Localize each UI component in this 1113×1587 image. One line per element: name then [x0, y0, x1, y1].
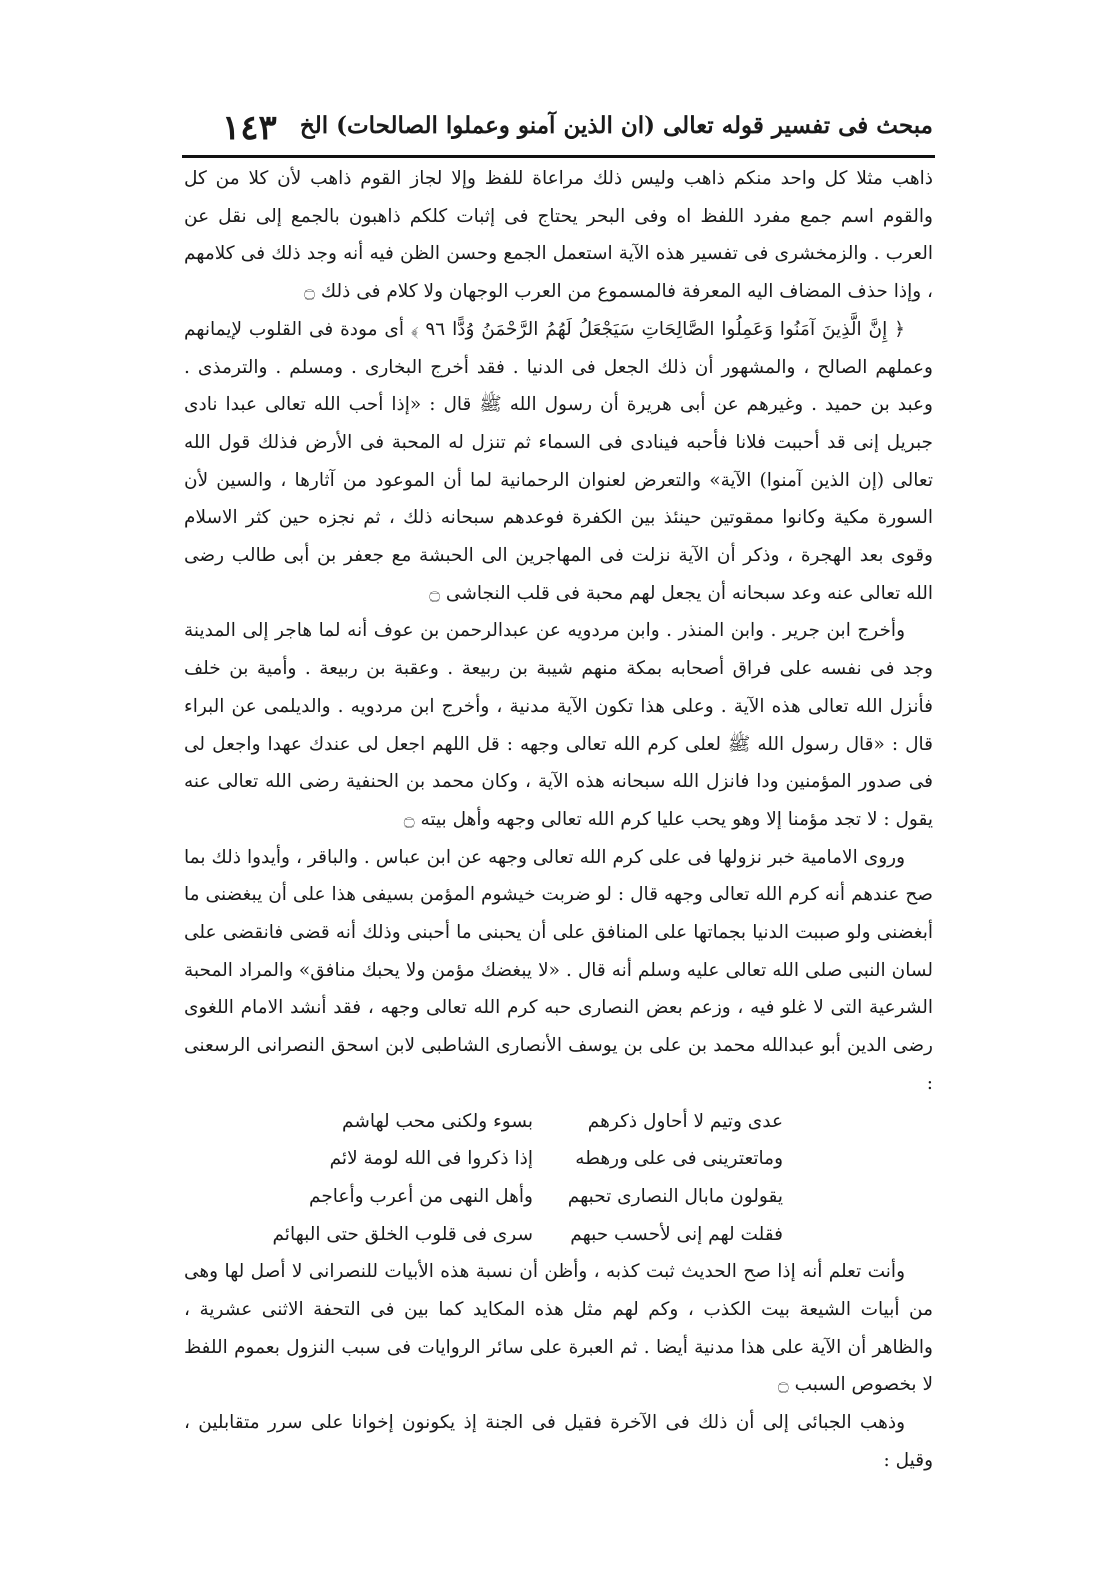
poem-first-hemistich: وماتعترينى فى على ورهطه	[575, 1148, 783, 1170]
page-body	[184, 160, 933, 1480]
poem-first-hemistich: يقولون مابال النصارى تحبهم	[567, 1185, 783, 1207]
poem-first-hemistich: عدى وتيم لا أحاول ذكرهم	[587, 1110, 783, 1132]
paragraph-1: ذاهب مثلا كل واحد منكم ذاهب وليس ذلك مراعاة للفظ وإلا لجاز القوم ذاهب لأن كلا من كل والقوم اسم جمع مفرد اللفظ اه وفى البحر يحتاج فى إثبات كلكم ذاهبون بالجمع إلى نقل عن العرب . والزمخشرى فى تفسير هذه الآية استعمل الجمع وحسن الظن فيه أنه وجد ذلك فى كلامهم ، وإذا حذف المضاف اليه المعرفة فالمسموع من العرب الوجهان ولا كلام فى ذلك ‌۝	[184, 168, 933, 303]
poem	[272, 1103, 783, 1254]
paragraph-2-verse-commentary: ﴿ إِنَّ الَّذِينَ آمَنُوا وَعَمِلُوا الصَّالِحَاتِ سَيَجْعَلُ لَهُمُ الرَّحْمَنُ وُدًّا ٩٦ ﴾ أى مودة فى القلوب لإيمانهم وعملهم الصالح ، والمشهور أن ذلك الجعل فى الدنيا . فقد أخرج البخارى . ومسلم . والترمذى . وعبد بن حميد . وغيرهم عن أبى هريرة أن رسول الله ﷺ قال : «إذا أحب الله تعالى عبدا نادى جبريل إنى قد أحببت فلانا فأحبه فينادى فى السماء ثم تنزل له المحبة فى الأرض فذلك قول الله تعالى (إن الذين آمنوا) الآية» والتعرض لعنوان الرحمانية لما أن الموعود من آثارها ، والسين لأن السورة مكية وكانوا ممقوتين حينئذ بين الكفرة فوعدهم سبحانه ذلك ، ثم نجزه حين كثر الاسلام وقوى بعد الهجرة ، وذكر أن الآية نزلت فى المهاجرين الى الحبشة مع جعفر بن أبى طالب رضى الله تعالى عنه وعد سبحانه أن يجعل لهم محبة فى قلب النجاشى ‌۝	[184, 318, 933, 604]
page-header	[210, 108, 933, 154]
poem-line	[303, 1103, 783, 1141]
poem-line	[303, 1178, 783, 1216]
poem-second-hemistich: إذا ذكروا فى الله لومة لائم	[329, 1148, 533, 1170]
paragraph-5: وأنت تعلم أنه إذا صح الحديث ثبت كذبه ، وأظن أن نسبة هذه الأبيات للنصرانى لا أصل لها وهى من أبيات الشيعة بيت الكذب ، وكم لهم مثل هذه المكايد كما بين فى التحفة الاثنى عشرية ، والظاهر أن الآية على هذا مدنية أيضا . ثم العبرة على سائر الروايات فى سبب النزول بعموم اللفظ لا بخصوص السبب ‌۝	[184, 1261, 933, 1396]
header-divider	[182, 155, 935, 158]
poem-second-hemistich: بسوء ولكنى محب لهاشم	[342, 1110, 533, 1132]
page-number: ١٤٣	[222, 108, 277, 148]
poem-line	[272, 1216, 783, 1254]
paragraph-4: وروى الامامية خبر نزولها فى على كرم الله تعالى وجهه عن ابن عباس . والباقر ، وأيدوا ذلك بما صح عندهم أنه كرم الله تعالى وجهه قال : لو ضربت خيشوم المؤمن بسيفى هذا على أن يبغضنى ما أبغضنى ولو صببت الدنيا بجماتها على المنافق على أن يحبنى ما أحبنى وذلك أنه قضى فانقضى على لسان النبى صلى الله تعالى عليه وسلم أنه قال . «لا يبغضك مؤمن ولا يحبك منافق» والمراد المحبة الشرعية التى لا غلو فيه ، وزعم بعض النصارى حبه كرم الله تعالى وجهه ، فقد أنشد الامام اللغوى رضى الدين أبو عبدالله محمد بن على بن يوسف الأنصارى الشاطبى لابن اسحق النصرانى الرسعنى :	[184, 846, 933, 1094]
poem-second-hemistich: سرى فى قلوب الخلق حتى البهائم	[272, 1223, 533, 1245]
running-title: مبحث فى تفسير قوله تعالى (ان الذين آمنو وعملوا الصالحات) الخ	[299, 112, 933, 139]
paragraph-3: وأخرج ابن جرير . وابن المنذر . وابن مردويه عن عبدالرحمن بن عوف أنه لما هاجر إلى المدينة وجد فى نفسه على فراق أصحابه بمكة منهم شيبة بن ربيعة . وعقبة بن ربيعة . وأمية بن خلف فأنزل الله تعالى هذه الآية . وعلى هذا تكون الآية مدنية ، وأخرج ابن مردويه . والديلمى عن البراء قال : «قال رسول الله ﷺ لعلى كرم الله تعالى وجهه : قل اللهم اجعل لى عندك عهدا واجعل لى فى صدور المؤمنين ودا فانزل الله سبحانه هذه الآية ، وكان محمد بن الحنفية رضى الله تعالى عنه يقول : لا تجد مؤمنا إلا وهو يحب عليا كرم الله تعالى وجهه وأهل بيته ‌۝	[184, 620, 933, 830]
poem-first-hemistich: فقلت لهم إنى لأحسب حبهم	[570, 1223, 783, 1245]
poem-line	[303, 1140, 783, 1178]
paragraph-6: وذهب الجبائى إلى أن ذلك فى الآخرة فقيل فى الجنة إذ يكونون إخوانا على سرر متقابلين ، وقيل :	[184, 1412, 933, 1471]
poem-second-hemistich: وأهل النهى من أعرب وأعاجم	[309, 1185, 533, 1207]
